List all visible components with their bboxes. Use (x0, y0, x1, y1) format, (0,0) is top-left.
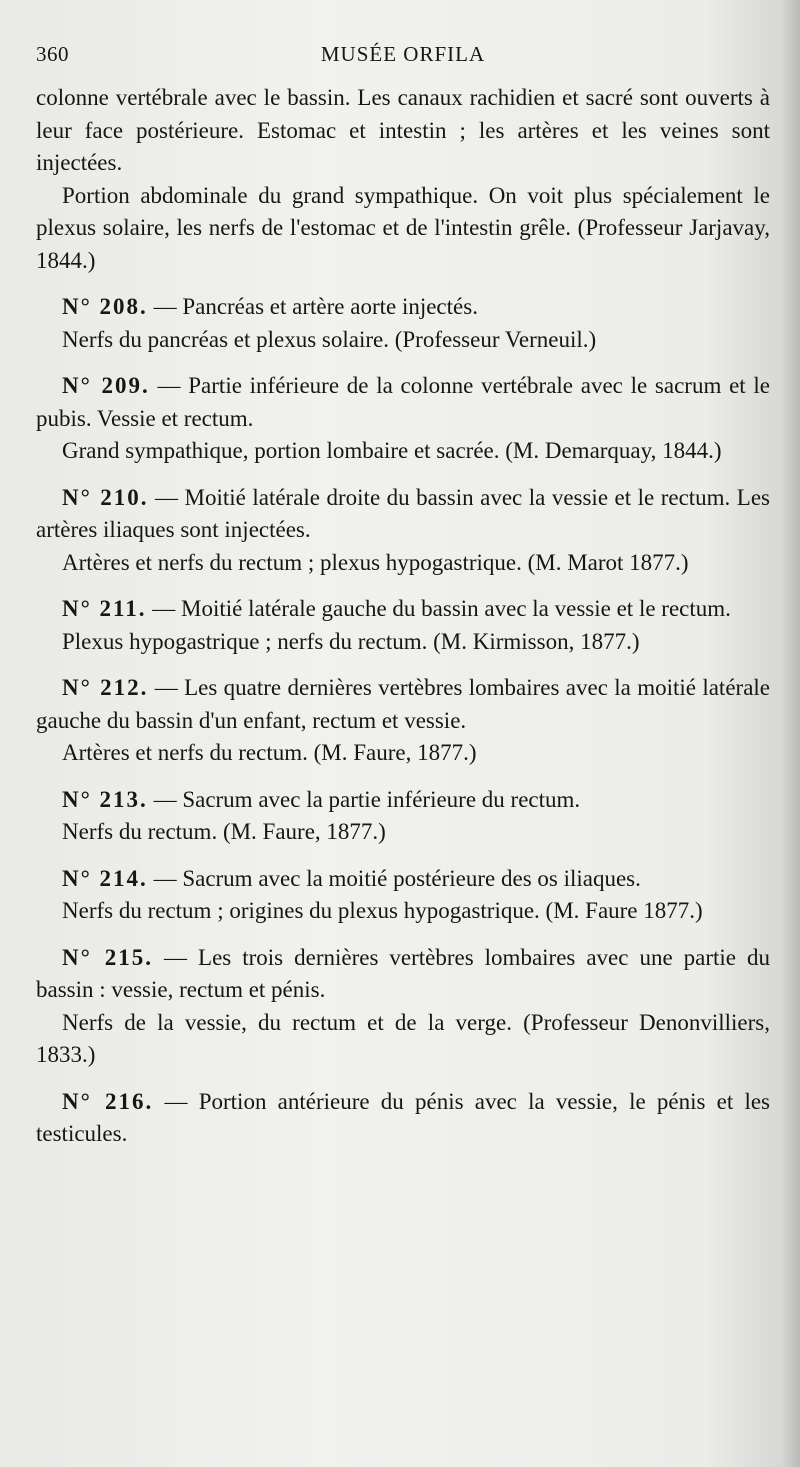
entry-note: Nerfs du rectum ; origines du plexus hypogastrique. (M. Faure 1877.) (62, 898, 703, 923)
entry-description: — Moitié latérale droite du bassin avec la vessie et le rectum. Les artères iliaques sont injectées. (36, 484, 770, 542)
entry-description: — Sacrum avec la moitié postérieure des os iliaques. (153, 865, 641, 891)
entry-note: Nerfs du pancréas et plexus solaire. (Professeur Verneuil.) (62, 326, 597, 352)
entry-description: — Pancréas et artère aorte injectés. (153, 294, 478, 319)
entry-heading (36, 784, 770, 817)
entry-heading (36, 291, 770, 324)
entry-number: N° 209. (62, 373, 150, 398)
entry-description: — Les trois dernières vertèbres lombaires avec une partie du bassin : vessie, rectum et pénis. (36, 944, 771, 1002)
entry-note: Grand sympathique, portion lombaire et sacrée. (M. Demarquay, 1844.) (62, 438, 722, 463)
page-edge-shadow (782, 0, 800, 1467)
entry-number: N° 213. (62, 786, 148, 812)
entry-note: Artères et nerfs du rectum ; plexus hypogastrique. (M. Marot 1877.) (62, 549, 689, 575)
catalog-entry-210 (36, 482, 770, 580)
catalog-entry-216 (36, 1086, 770, 1151)
entry-number: N° 215. (62, 944, 154, 970)
entry-heading (36, 863, 770, 896)
catalog-entry-214 (36, 863, 770, 928)
entry-description: — Portion antérieure du pénis avec la vessie, le pénis et les testicules. (36, 1088, 771, 1146)
catalog-entry-212 (36, 672, 770, 770)
entry-heading (36, 1086, 770, 1151)
catalog-entry-211 (36, 593, 770, 658)
entry-note: Plexus hypogastrique ; nerfs du rectum. (M. Kirmisson, 1877.) (62, 628, 640, 654)
page-number: 360 (36, 42, 69, 66)
entry-number: N° 216. (62, 1088, 154, 1114)
entry-note: Artères et nerfs du rectum. (M. Faure, 1877.) (62, 740, 477, 765)
entry-number: N° 211. (62, 596, 147, 621)
entry-heading (36, 593, 770, 626)
page-body (36, 82, 770, 1151)
entry-description: — Partie inférieure de la colonne vertébrale avec le sacrum et le pubis. Vessie et rectum. (36, 373, 770, 431)
catalog-entry-208 (36, 291, 770, 356)
entry-description: — Sacrum avec la partie inférieure du rectum. (153, 786, 581, 812)
continued-note: Portion abdominale du grand sympathique. On voit plus spécialement le plexus solaire, les nerfs de l'estomac et de l'intestin grêle. (Professeur Jarjavay, 1844.) (36, 182, 770, 273)
catalog-entry-213 (36, 784, 770, 849)
entry-number: N° 214. (62, 865, 148, 891)
entry-heading (36, 482, 770, 547)
entry-number: N° 210. (62, 484, 149, 510)
entry-heading (36, 370, 770, 435)
entry-heading (36, 672, 770, 737)
entry-description: — Moitié latérale gauche du bassin avec la vessie et le rectum. (152, 596, 731, 621)
running-title: MUSÉE ORFILA (320, 42, 486, 66)
entry-note: Nerfs de la vessie, du rectum et de la verge. (Professeur Denonvilliers, 1833.) (36, 1009, 770, 1067)
catalog-entry-215 (36, 942, 770, 1072)
continued-paragraph: colonne vertébrale avec le bassin. Les canaux rachidien et sacré sont ouverts à leur face postérieure. Estomac et intestin ; les artères et les veines sont injectées. (36, 85, 770, 175)
entry-number: N° 208. (62, 294, 148, 319)
catalog-entry-209 (36, 370, 770, 468)
entry-heading (36, 942, 770, 1007)
running-head (36, 34, 770, 68)
entry-number: N° 212. (62, 675, 149, 700)
entry-description: — Les quatre dernières vertèbres lombaires avec la moitié latérale gauche du bassin d'un enfant, rectum et vessie. (36, 675, 770, 733)
entry-note: Nerfs du rectum. (M. Faure, 1877.) (62, 819, 386, 844)
